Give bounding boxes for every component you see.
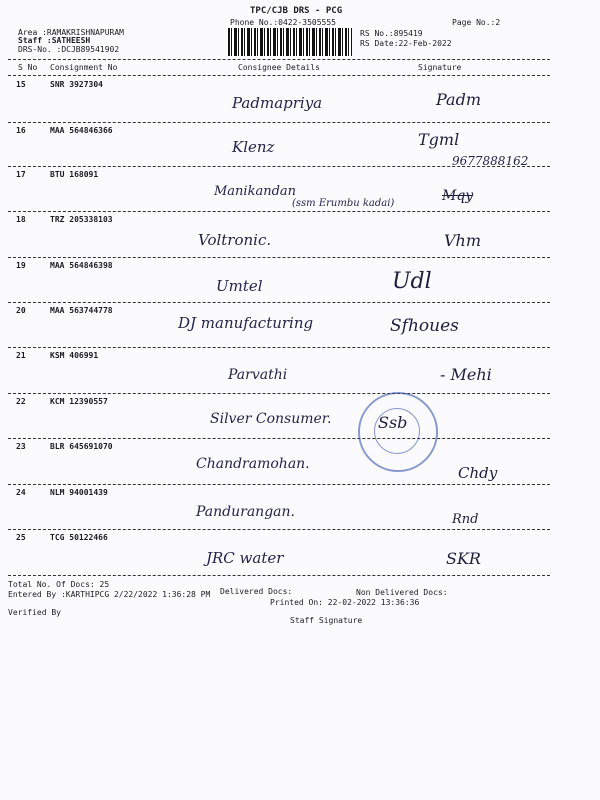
row-signature: Sfhoues	[390, 316, 459, 336]
row-sno: 15	[16, 80, 26, 89]
row-signature: Padm	[436, 90, 481, 109]
col-header-signature: Signature	[418, 63, 462, 72]
row-consignee: Silver Consumer.	[210, 411, 332, 427]
delivered-docs: Delivered Docs:	[220, 587, 293, 596]
row-phone-note: 9677888162	[452, 154, 529, 168]
table-row	[0, 488, 600, 532]
divider	[8, 122, 550, 123]
row-sno: 20	[16, 306, 26, 315]
col-header-consignment: Consignment No	[50, 63, 118, 72]
row-consignment-no: TCG 50122466	[50, 533, 108, 542]
area-label: Area :RAMAKRISHNAPURAM	[18, 28, 124, 37]
rs-number: RS No.:895419	[360, 29, 423, 38]
row-consignment-no: KCM 12390557	[50, 397, 108, 406]
row-sno: 21	[16, 351, 26, 360]
row-consignment-no: KSM 406991	[50, 351, 99, 360]
printed-on: Printed On: 22-02-2022 13:36:36	[270, 598, 420, 607]
table-row	[0, 261, 600, 305]
row-sno: 16	[16, 126, 26, 135]
row-signature: Tgml	[418, 130, 460, 149]
row-signature: Ssb	[378, 413, 408, 432]
row-sno: 25	[16, 533, 26, 542]
row-sno: 23	[16, 442, 26, 451]
staff-signature-label: Staff Signature	[290, 616, 363, 625]
row-consignee: Pandurangan.	[196, 504, 295, 520]
page-number: Page No.:2	[452, 18, 501, 27]
document-title: TPC/CJB DRS - PCG	[250, 6, 343, 16]
row-consignment-no: TRZ 205338103	[50, 215, 113, 224]
table-row	[0, 170, 600, 214]
row-consignment-no: BLR 645691070	[50, 442, 113, 451]
divider	[8, 75, 550, 76]
staff-label: Staff :SATHEESH	[18, 36, 91, 45]
table-row	[0, 80, 600, 124]
col-header-sno: S No	[18, 63, 38, 72]
phone-number: Phone No.:0422-3505555	[230, 18, 336, 27]
entered-by: Entered By :KARTHIPCG 2/22/2022 1:36:28 PM	[8, 590, 211, 599]
divider	[8, 438, 550, 439]
divider	[8, 393, 550, 394]
divider	[8, 484, 550, 485]
row-sno: 24	[16, 488, 26, 497]
row-signature: Vhm	[444, 231, 482, 250]
divider	[8, 575, 550, 576]
row-consignment-no: SNR 3927304	[50, 80, 103, 89]
row-sno: 22	[16, 397, 26, 406]
divider	[8, 257, 550, 258]
table-row	[0, 351, 600, 395]
row-consignee: Chandramohan.	[196, 456, 310, 472]
row-consignment-no: NLM 94001439	[50, 488, 108, 497]
row-consignee: DJ manufacturing	[178, 314, 314, 332]
non-delivered-docs: Non Delivered Docs:	[356, 588, 448, 597]
col-header-consignee: Consignee Details	[238, 63, 320, 72]
row-consignee: Umtel	[216, 277, 263, 295]
row-signature: - Mehi	[440, 365, 492, 384]
table-row	[0, 442, 600, 486]
table-row	[0, 126, 600, 170]
row-consignee: Padmapriya	[232, 94, 323, 112]
row-consignee: Voltronic.	[198, 231, 272, 249]
divider	[8, 59, 550, 60]
row-consignment-no: BTU 168091	[50, 170, 99, 179]
row-sno: 19	[16, 261, 26, 270]
divider	[8, 302, 550, 303]
row-consignee-note: (ssm Erumbu kadai)	[292, 198, 395, 209]
divider	[8, 529, 550, 530]
row-sno: 17	[16, 170, 26, 179]
row-consignee: JRC water	[206, 549, 284, 567]
row-signature: SKR	[446, 549, 481, 568]
row-consignment-no: MAA 563744778	[50, 306, 113, 315]
rs-date: RS Date:22-Feb-2022	[360, 39, 452, 48]
row-sno: 18	[16, 215, 26, 224]
row-consignee: Klenz	[232, 138, 275, 156]
verified-by: Verified By	[8, 608, 61, 617]
row-consignment-no: MAA 564846398	[50, 261, 113, 270]
table-row	[0, 306, 600, 350]
total-docs: Total No. Of Docs: 25	[8, 580, 110, 589]
row-consignee: Parvathi	[228, 367, 288, 383]
row-consignee: Manikandan	[214, 184, 297, 199]
table-row	[0, 533, 600, 577]
table-row	[0, 215, 600, 259]
divider	[8, 347, 550, 348]
divider	[8, 166, 550, 167]
drs-number: DRS-No. :DCJB89541902	[18, 45, 120, 54]
row-signature: Chdy	[458, 464, 498, 482]
row-signature: Mqy	[442, 188, 474, 204]
divider	[8, 211, 550, 212]
row-signature: Rnd	[452, 512, 479, 527]
row-consignment-no: MAA 564846366	[50, 126, 113, 135]
row-signature: Udl	[392, 269, 432, 294]
barcode	[228, 28, 352, 56]
table-row	[0, 397, 600, 441]
